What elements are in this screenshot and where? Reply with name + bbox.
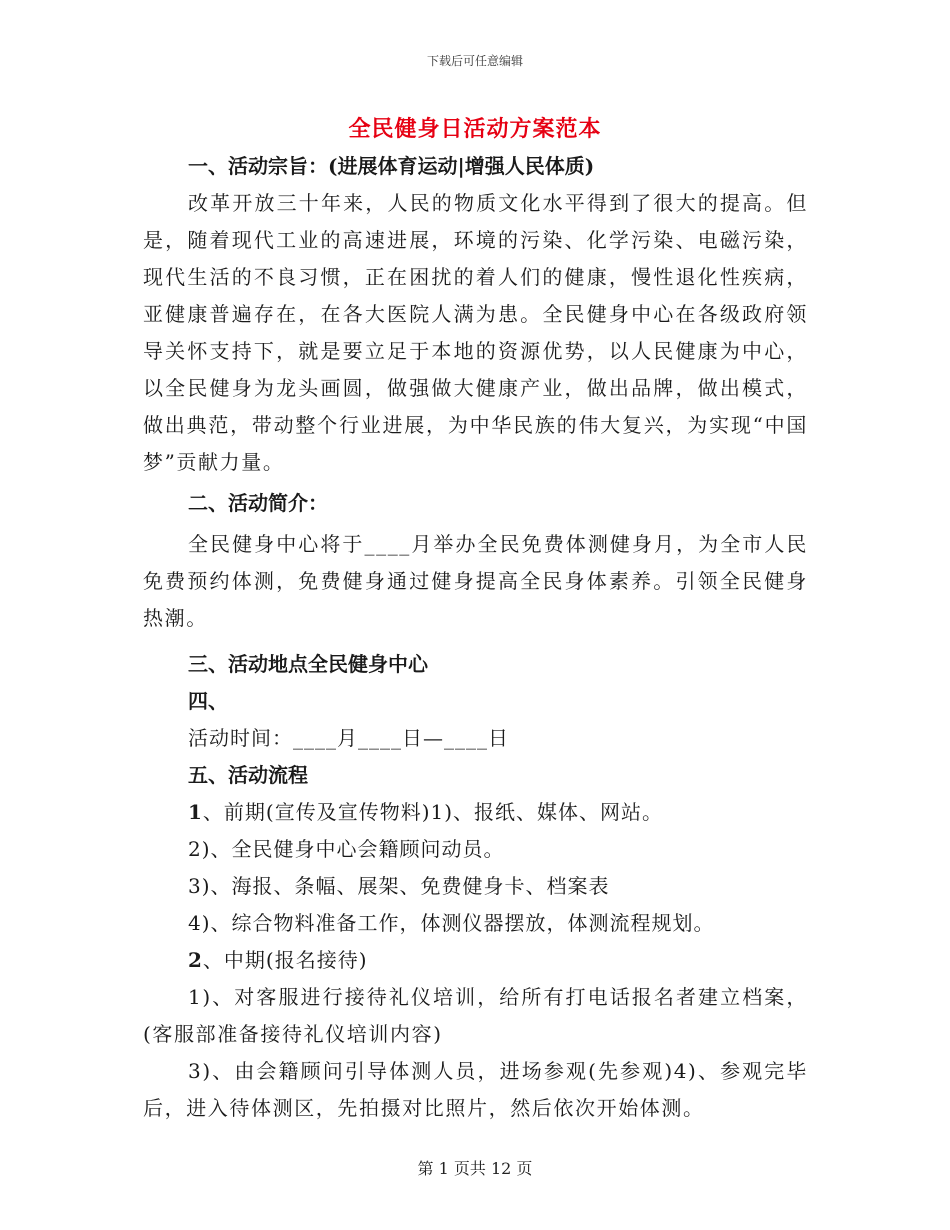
page-footer: 第 1 页共 12 页 bbox=[417, 1159, 533, 1178]
activity-time-line: 活动时间：____月____日—____日 bbox=[188, 726, 509, 750]
section-1-paragraph: 改革开放三十年来，人民的物质文化水平得到了很大的提高。但是，随着现代工业的高速进展，环境的污染、化学污染、电磁污染，现代生活的不良习惯，正在困扰的着人们的健康，慢性退化性疾病，亚健康普遍存在，在各大医院人满为患。全民健身中心在各级政府领导关怀支持下，就是要立足于本地的资源优势，以人民健康为中心，以全民健身为龙头画圆，做强做大健康产业，做出品牌，做出模式，做出典范，带动整个行业进展，为中华民族的伟大复兴，为实现“中国梦”贡献力量。 bbox=[143, 191, 808, 474]
step-1-item-3: 3)、海报、条幅、展架、免费健身卡、档案表 bbox=[188, 874, 610, 898]
step-1-number: 1 bbox=[188, 800, 203, 824]
step-2-number: 2 bbox=[188, 948, 203, 972]
document-title: 全民健身日活动方案范本 bbox=[348, 116, 602, 142]
section-1-heading: 一、活动宗旨：(进展体育运动|增强人民体质) bbox=[188, 154, 595, 178]
section-4-heading: 四、 bbox=[188, 689, 228, 713]
section-5-heading: 五、活动流程 bbox=[188, 763, 308, 787]
section-2-paragraph: 全民健身中心将于____月举办全民免费体测健身月，为全市人民免费预约体测，免费健身通过健身提高全民身体素养。引领全民健身热潮。 bbox=[143, 532, 808, 630]
header-note: 下载后可任意编辑 bbox=[426, 54, 523, 68]
step-2-paragraph-2: 3)、由会籍顾问引导体测人员，进场参观(先参观)4)、参观完毕后，进入待体测区，先拍摄对比照片，然后依次开始体测。 bbox=[143, 1059, 808, 1120]
document-body bbox=[143, 148, 808, 1127]
step-1-item-4: 4)、综合物料准备工作，体测仪器摆放，体测流程规划。 bbox=[188, 911, 715, 935]
step-1-line bbox=[143, 794, 808, 831]
step-2-paragraph-1: 1)、对客服进行接待礼仪培训，给所有打电话报名者建立档案，(客服部准备接待礼仪培训内容) bbox=[143, 985, 808, 1046]
step-1-item-2: 2)、全民健身中心会籍顾问动员。 bbox=[188, 837, 505, 861]
step-2-line bbox=[143, 942, 808, 979]
section-3-heading: 三、活动地点全民健身中心 bbox=[188, 652, 428, 676]
section-2-heading: 二、活动简介： bbox=[188, 491, 328, 515]
step-1-text: 、前期(宣传及宣传物料)1)、报纸、媒体、网站。 bbox=[202, 800, 664, 824]
step-2-text: 、中期(报名接待) bbox=[202, 948, 368, 972]
